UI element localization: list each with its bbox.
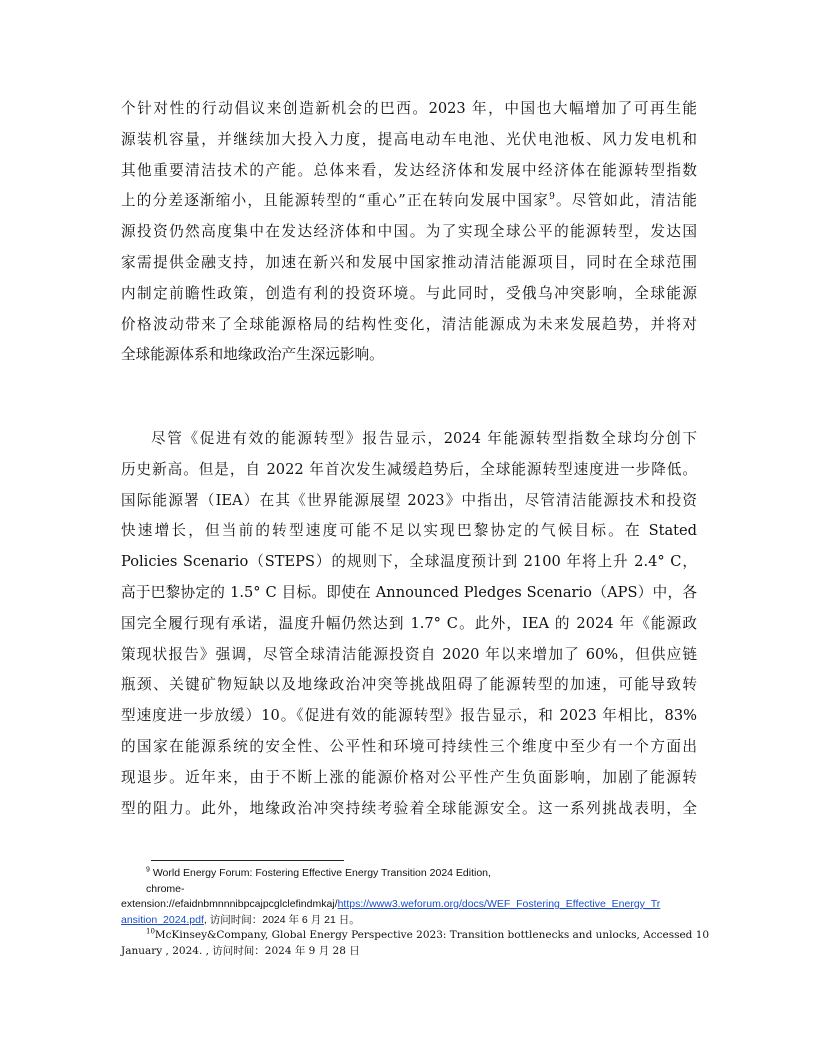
- footnote-ref-9[interactable]: 9: [549, 192, 555, 203]
- paragraph-1-line-4-text: 上的分差逐渐缩小，且能源转型的“重心”正在转向发展中国家: [121, 192, 550, 210]
- paragraph-2-line-8: 策现状报告》强调，尽管全球清洁能源投资自 2020 年以来增加了 60%，但供应链: [121, 645, 697, 663]
- paragraph-2: [121, 424, 697, 824]
- footnote-9-line-2: chrome-: [146, 882, 185, 895]
- paragraph-1-line-4: [121, 186, 697, 217]
- paragraph-2-line-9: 瓶颈、关键矿物短缺以及地缘政治冲突等挑战阻碍了能源转型的加速，可能导致转: [121, 676, 697, 694]
- footnote-10-marker: 10: [146, 927, 155, 936]
- footnote-9-title: World Energy Forum: Fostering Effective Energy Transition 2024 Edition,: [152, 867, 491, 879]
- paragraph-2-line-13: 型的阻力。此外，地缘政治冲突持续考验着全球能源安全。这一系列挑战表明，全: [121, 799, 697, 817]
- footnote-9-url-link-continued[interactable]: ansition_2024.pdf: [121, 913, 204, 926]
- footnote-9-marker: 9: [146, 866, 150, 874]
- paragraph-1-line-8: 价格波动带来了全球能源格局的结构性变化，清洁能源成为未来发展趋势，并将对: [121, 315, 697, 333]
- footnote-9-line-1: [121, 866, 697, 882]
- paragraph-1-line-7: 内制定前瞻性政策，创造有利的投资环境。与此同时，受俄乌冲突影响，全球能源: [121, 284, 697, 302]
- footnote-10-line-1: [121, 927, 710, 944]
- paragraph-1-line-2: 源装机容量，并继续加大投入力度，提高电动车电池、光伏电池板、风力发电机和: [121, 130, 697, 148]
- footnote-separator: [151, 860, 344, 861]
- paragraph-1-line-3: 其他重要清洁技术的产能。总体来看，发达经济体和发展中经济体在能源转型指数: [121, 161, 697, 179]
- footnote-9-url-link[interactable]: https://www3.weforum.org/docs/WEF_Fostering_Effective_Energy_Tr: [337, 898, 661, 910]
- paragraph-2-line-6: 高于巴黎协定的 1.5° C 目标。即使在 Announced Pledges Scenario（APS）中，各: [121, 583, 697, 601]
- footnote-9-line-3: [121, 897, 697, 913]
- paragraph-1-line-1: 个针对性的行动倡议来创造新机会的巴西。2023 年，中国也大幅增加了可再生能: [121, 100, 697, 117]
- footnotes: [121, 866, 710, 959]
- paragraph-2-line-12: 现退步。近年来，由于不断上涨的能源价格对公平性产生负面影响，加剧了能源转: [121, 768, 697, 786]
- paragraph-2-line-2: 历史新高。但是，自 2022 年首次发生减缓趋势后，全球能源转型速度进一步降低。: [121, 460, 697, 478]
- footnote-9-line-4: [121, 913, 697, 929]
- paragraph-2-line-5: Policies Scenario（STEPS）的规则下，全球温度预计到 2100 年将上升 2.4° C，: [121, 553, 697, 571]
- paragraph-2-line-7: 国完全履行现有承诺，温度升幅仍然达到 1.7° C。此外，IEA 的 2024 年《能源政: [121, 614, 697, 632]
- paragraph-1-line-4-tail: 。尽管如此，清洁能: [554, 192, 697, 210]
- paragraph-1-line-9: 全球能源体系和地缘政治产生深远影响。: [121, 346, 384, 364]
- paragraph-2-line-10: 型速度进一步放缓）10。《促进有效的能源转型》报告显示，和 2023 年相比，83%: [121, 707, 697, 725]
- footnote-9-access-date: , 访问时间：2024 年 6 月 21 日。: [203, 913, 360, 926]
- footnote-10-line-2: January , 2024. , 访问时间：2024 年 9 月 28 日: [121, 944, 360, 957]
- paragraph-1-line-5: 源投资仍然高度集中在发达经济体和中国。为了实现全球公平的能源转型，发达国: [121, 223, 697, 241]
- paragraph-2-line-1: 尽管《促进有效的能源转型》报告显示，2024 年能源转型指数全球均分创下: [151, 430, 697, 447]
- paragraph-2-line-4: 快速增长，但当前的转型速度可能不足以实现巴黎协定的气候目标。在 Stated: [121, 522, 697, 540]
- paragraph-2-line-11: 的国家在能源系统的安全性、公平性和环境可持续性三个维度中至少有一个方面出: [121, 737, 697, 755]
- paragraph-1-line-6: 家需提供金融支持，加速在新兴和发展中国家推动清洁能源项目，同时在全球范围: [121, 253, 697, 271]
- paragraph-1: [121, 94, 697, 371]
- footnote-10: [121, 927, 710, 959]
- footnote-9-extension-prefix: extension://efaidnbmnnnibpcajpcglclefindmkaj/: [121, 898, 338, 910]
- footnote-10-title: McKinsey&Company, Global Energy Perspective 2023: Transition bottlenecks and unlocks, Accessed 10: [154, 929, 710, 941]
- footnote-9: [121, 866, 697, 928]
- paragraph-2-line-3: 国际能源署（IEA）在其《世界能源展望 2023》中指出，尽管清洁能源技术和投资: [121, 491, 697, 509]
